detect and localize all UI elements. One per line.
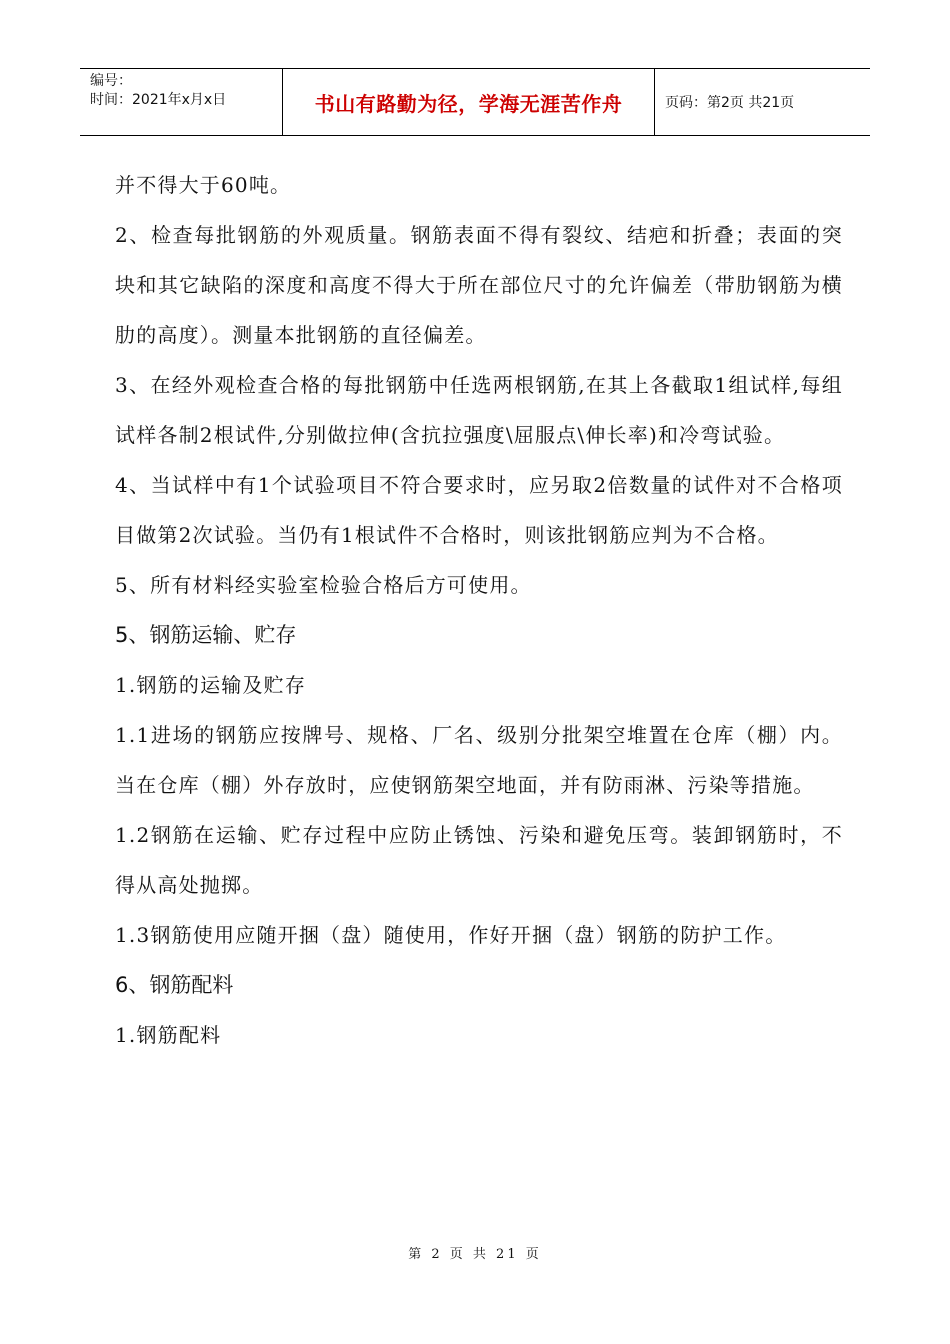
document-date: 时间：2021年x月x日 <box>90 92 227 108</box>
page-header <box>80 68 870 136</box>
document-body <box>115 160 843 1060</box>
paragraph: 1.2钢筋在运输、贮存过程中应防止锈蚀、污染和避免压弯。装卸钢筋时，不得从高处抛掷。 <box>115 823 843 897</box>
header-meta <box>80 69 283 135</box>
document-number-label: 编号： <box>90 73 132 89</box>
paragraph: 1.钢筋的运输及贮存 <box>115 673 307 697</box>
section-heading: 5、钢筋运输、贮存 <box>115 623 297 647</box>
header-motto: 书山有路勤为径，学海无涯苦作舟 <box>283 69 655 135</box>
paragraph: 4、当试样中有1个试验项目不符合要求时，应另取2倍数量的试件对不合格项目做第2次试验。当仍有1根试件不合格时，则该批钢筋应判为不合格。 <box>115 473 843 547</box>
paragraph: 并不得大于60吨。 <box>115 173 292 197</box>
paragraph: 3、在经外观检查合格的每批钢筋中任选两根钢筋,在其上各截取1组试样,每组试样各制2根试件,分别做拉伸(含抗拉强度\屈服点\伸长率)和冷弯试验。 <box>115 373 843 447</box>
section-heading: 6、钢筋配料 <box>115 973 234 997</box>
paragraph: 5、所有材料经实验室检验合格后方可使用。 <box>115 573 532 597</box>
paragraph: 1.钢筋配料 <box>115 1023 222 1047</box>
header-page-info: 页码：第2页 共21页 <box>665 95 795 111</box>
page-footer: 第 2 页 共 21 页 <box>408 1247 542 1262</box>
paragraph: 2、检查每批钢筋的外观质量。钢筋表面不得有裂纹、结疤和折叠；表面的突块和其它缺陷的深度和高度不得大于所在部位尺寸的允许偏差（带肋钢筋为横肋的高度）。测量本批钢筋的直径偏差。 <box>115 223 843 347</box>
paragraph: 1.3钢筋使用应随开捆（盘）随使用，作好开捆（盘）钢筋的防护工作。 <box>115 923 787 947</box>
paragraph: 1.1进场的钢筋应按牌号、规格、厂名、级别分批架空堆置在仓库（棚）内。当在仓库（棚）外存放时，应使钢筋架空地面，并有防雨淋、污染等措施。 <box>115 723 843 797</box>
